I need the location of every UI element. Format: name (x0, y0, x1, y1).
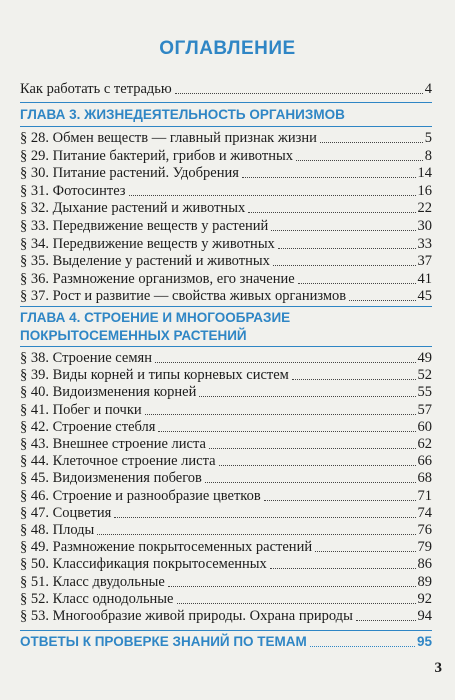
toc-entry[interactable] (20, 287, 432, 305)
toc-entry-page: 52 (417, 367, 432, 384)
toc-entry-label: § 30. Питание растений. Удобрения (20, 165, 239, 182)
toc-entry[interactable] (20, 573, 432, 591)
leader-dots (271, 230, 415, 231)
toc-entry[interactable] (20, 349, 432, 367)
toc-entry-label: § 52. Класс однодольные (20, 590, 174, 607)
leader-dots (278, 248, 416, 249)
toc-entry[interactable] (20, 164, 432, 182)
toc-entry[interactable] (20, 235, 432, 253)
toc-entry[interactable] (20, 252, 432, 270)
toc-entry[interactable] (20, 607, 432, 625)
toc-entry-page: 49 (417, 350, 432, 366)
toc-entry-page: 30 (417, 218, 432, 234)
leader-dots (273, 265, 416, 266)
toc-entry-page: 55 (417, 384, 432, 401)
leader-dots (175, 93, 423, 94)
leader-dots (320, 142, 423, 143)
leader-dots (97, 534, 415, 535)
leader-dots (356, 620, 416, 621)
toc-entry-page: 66 (417, 453, 432, 470)
toc-entry-label: § 47. Соцветия (20, 504, 112, 521)
toc-entry-label: § 36. Размножение организмов, его значение (20, 270, 295, 287)
toc-entry[interactable] (20, 270, 432, 288)
toc-entry-label: § 51. Класс двудольные (20, 573, 165, 590)
toc-entry-page: 16 (417, 182, 432, 199)
leader-dots (315, 551, 415, 552)
leader-dots (177, 603, 416, 604)
leader-dots (219, 465, 416, 466)
toc-entry[interactable] (20, 217, 432, 235)
toc-entry-page: 22 (417, 200, 432, 217)
toc-entry-page: 4 (424, 81, 432, 97)
toc-entry-label: § 34. Передвижение веществ у животных (20, 235, 275, 252)
leader-dots (145, 414, 416, 415)
toc-entry-page: 71 (417, 487, 432, 504)
toc-entry-label: § 31. Фотосинтез (20, 182, 126, 199)
leader-dots (209, 448, 416, 449)
toc-entry-page: 45 (417, 288, 432, 305)
leader-dots (205, 482, 416, 483)
chapter-divider (20, 346, 432, 347)
toc-entry-page: 68 (417, 470, 432, 487)
toc-entry[interactable] (20, 366, 432, 384)
chapter-divider (20, 126, 432, 127)
toc-entry-label: § 33. Передвижение веществ у растений (20, 218, 269, 234)
toc-entry-page: 33 (417, 235, 432, 252)
toc-entry-label: § 37. Рост и развитие — свойства живых организмов (20, 288, 347, 305)
toc-entry-page: 37 (417, 253, 432, 270)
toc-entry-page: 89 (417, 573, 432, 590)
page-title: ОГЛАВЛЕНИЕ (159, 38, 296, 59)
toc-entry[interactable] (20, 469, 432, 487)
toc-entry-page: 92 (417, 590, 432, 607)
leader-dots (242, 177, 416, 178)
toc-entry-page: 62 (417, 436, 432, 452)
toc-entry-label: § 45. Видоизменения побегов (20, 470, 202, 487)
toc-entry-label: § 32. Дыхание растений и животных (20, 200, 246, 217)
leader-dots (199, 396, 415, 397)
toc-entry-label: § 28. Обмен веществ — главный признак жизни (20, 130, 317, 146)
toc-entry-answers[interactable] (20, 633, 432, 651)
toc-entry-page: 76 (417, 522, 432, 538)
toc-entry-page: 74 (417, 504, 432, 521)
leader-dots (298, 283, 416, 284)
leader-dots (248, 212, 415, 213)
toc-entry-label: § 50. Классификация покрытосеменных (20, 556, 267, 573)
toc-entry-label: § 53. Многообразие живой природы. Охрана природы (20, 608, 353, 624)
toc-entry-page: 5 (424, 130, 432, 146)
toc-entry[interactable] (20, 590, 432, 608)
toc-entry-page: 14 (417, 165, 432, 182)
toc-entry-label: ОТВЕТЫ К ПРОВЕРКЕ ЗНАНИЙ ПО ТЕМАМ (20, 634, 307, 649)
leader-dots (270, 568, 416, 569)
toc-entry-page: 60 (417, 418, 432, 435)
chapter-divider (20, 306, 432, 307)
toc-entry[interactable] (20, 418, 432, 436)
toc-entry-label: § 46. Строение и разнообразие цветков (20, 487, 261, 504)
leader-dots (349, 300, 415, 301)
toc-entry[interactable] (20, 521, 432, 539)
toc-entry[interactable] (20, 504, 432, 522)
toc-entry-label: § 42. Строение стебля (20, 418, 156, 435)
toc-entry[interactable] (20, 435, 432, 453)
toc-entry-label: § 40. Видоизменения корней (20, 384, 197, 401)
toc-entry-label: Как работать с тетрадью (20, 81, 172, 97)
toc-entry[interactable] (20, 383, 432, 401)
toc-entry-label: § 39. Виды корней и типы корневых систем (20, 367, 289, 384)
toc-entry[interactable] (20, 538, 432, 556)
leader-dots (310, 646, 415, 647)
toc-entry-page: 94 (417, 608, 432, 624)
toc-entry-intro[interactable] (20, 80, 432, 98)
toc-entry[interactable] (20, 487, 432, 505)
toc-entry[interactable] (20, 555, 432, 573)
toc-entry-page: 86 (417, 556, 432, 573)
leader-dots (129, 195, 416, 196)
toc-entry[interactable] (20, 452, 432, 470)
toc-entry[interactable] (20, 147, 432, 165)
leader-dots (155, 362, 416, 363)
chapter-4-heading-line2: ПОКРЫТОСЕМЕННЫХ РАСТЕНИЙ (20, 328, 247, 343)
chapter-4-heading-line1: ГЛАВА 4. СТРОЕНИЕ И МНОГООБРАЗИЕ (20, 310, 291, 325)
toc-entry-page: 41 (417, 270, 432, 287)
toc-entry[interactable] (20, 182, 432, 200)
leader-dots (264, 500, 416, 501)
toc-entry-page: 95 (416, 634, 432, 649)
toc-entry-label: § 38. Строение семян (20, 350, 152, 366)
toc-entry-page: 79 (417, 539, 432, 556)
leader-dots (114, 517, 415, 518)
toc-entry-label: § 44. Клеточное строение листа (20, 453, 216, 470)
leader-dots (296, 160, 423, 161)
toc-entry-label: § 43. Внешнее строение листа (20, 436, 206, 452)
toc-entry[interactable] (20, 401, 432, 419)
toc-entry-label: § 29. Питание бактерий, грибов и животных (20, 147, 293, 164)
toc-entry-page: 8 (424, 147, 432, 164)
toc-entry[interactable] (20, 129, 432, 147)
toc-entry-label: § 41. Побег и почки (20, 401, 142, 418)
chapter-divider (20, 102, 432, 103)
toc-entry[interactable] (20, 199, 432, 217)
page-number: 3 (434, 660, 442, 676)
toc-entry-label: § 35. Выделение у растений и животных (20, 253, 270, 270)
chapter-divider (20, 630, 432, 631)
toc-entry-label: § 48. Плоды (20, 522, 95, 538)
leader-dots (158, 431, 415, 432)
chapter-3-heading: ГЛАВА 3. ЖИЗНЕДЕЯТЕЛЬНОСТЬ ОРГАНИЗМОВ (20, 107, 345, 122)
toc-entry-label: § 49. Размножение покрытосеменных растений (20, 539, 313, 556)
leader-dots (292, 379, 416, 380)
leader-dots (168, 586, 416, 587)
toc-entry-page: 57 (417, 401, 432, 418)
